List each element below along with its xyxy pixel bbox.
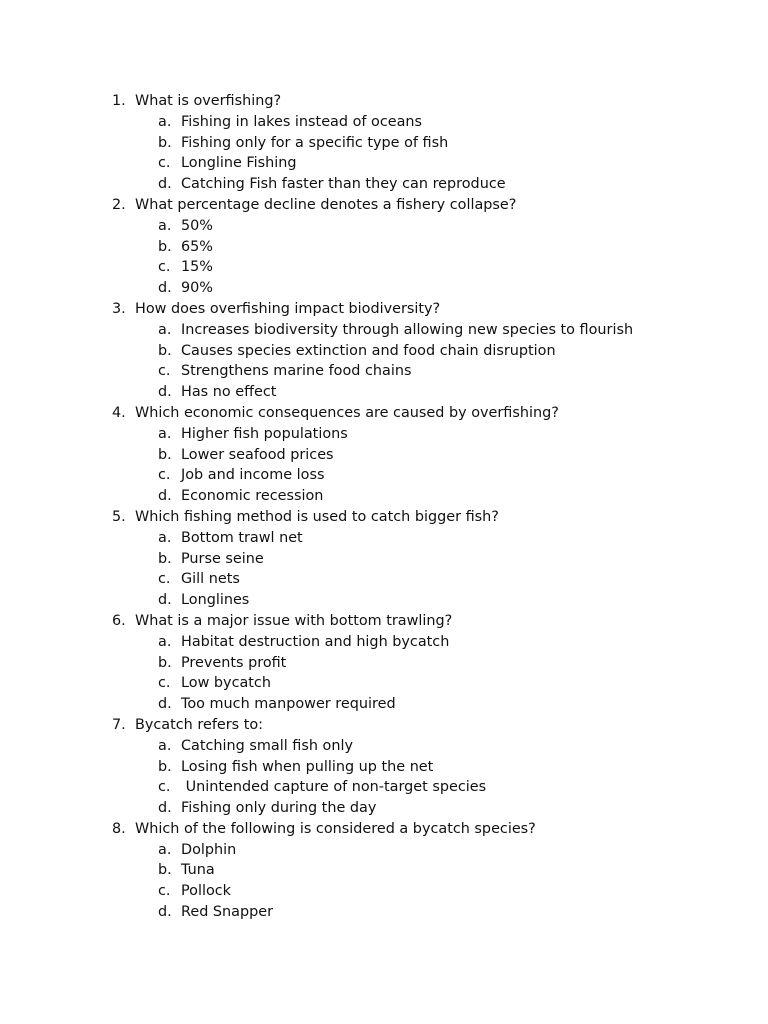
question-1-option-a <box>0 112 768 133</box>
quiz-question-list <box>0 91 768 923</box>
question-2 <box>0 195 768 216</box>
question-1-option-c <box>0 153 768 174</box>
option-letter: c. <box>158 363 171 380</box>
option-text: Increases biodiversity through allowing new species to flourish <box>181 321 634 338</box>
option-letter: d. <box>158 488 172 505</box>
question-3-option-a <box>0 320 768 341</box>
option-text: 65% <box>181 238 213 255</box>
option-text: Causes species extinction and food chain disruption <box>181 342 556 359</box>
question-text: What is overfishing? <box>135 93 282 109</box>
option-text: Fishing only during the day <box>181 800 377 817</box>
option-letter: a. <box>158 633 172 650</box>
question-text: How does overfishing impact biodiversity? <box>135 300 441 317</box>
question-5-option-b <box>0 549 768 570</box>
option-letter: d. <box>158 904 172 921</box>
question-number: 7. <box>112 716 126 733</box>
option-text: Job and income loss <box>181 467 325 484</box>
question-8 <box>0 819 768 840</box>
question-8-option-d <box>0 902 768 923</box>
option-letter: b. <box>158 654 172 671</box>
option-letter: c. <box>158 155 171 172</box>
option-text: Tuna <box>181 862 215 879</box>
option-text: Red Snapper <box>181 904 274 921</box>
question-6 <box>0 611 768 632</box>
question-text: Which of the following is considered a bycatch species? <box>135 820 536 837</box>
option-text: Habitat destruction and high bycatch <box>181 633 450 650</box>
option-text: Has no effect <box>181 384 277 401</box>
question-1-option-d <box>0 174 768 195</box>
question-text: Which fishing method is used to catch bigger fish? <box>135 508 499 525</box>
option-letter: c. <box>158 571 171 588</box>
option-text: Catching small fish only <box>181 737 353 754</box>
option-letter: b. <box>158 758 172 775</box>
option-text: Fishing in lakes instead of oceans <box>181 113 423 130</box>
question-6-option-a <box>0 632 768 653</box>
option-letter: d. <box>158 696 172 713</box>
question-2-option-c <box>0 257 768 278</box>
question-4-option-b <box>0 445 768 466</box>
question-number: 5. <box>112 508 126 525</box>
question-2-option-d <box>0 278 768 299</box>
question-7-option-b <box>0 757 768 778</box>
option-text: Catching Fish faster than they can reproduce <box>181 176 506 193</box>
option-letter: a. <box>158 841 172 858</box>
question-5-option-a <box>0 528 768 549</box>
question-3-option-b <box>0 341 768 362</box>
option-text: Dolphin <box>181 841 237 858</box>
option-text: Economic recession <box>181 488 324 505</box>
question-number: 4. <box>112 404 126 421</box>
question-4-option-d <box>0 486 768 507</box>
question-text: Which economic consequences are caused by overfishing? <box>135 404 559 421</box>
question-4-option-a <box>0 424 768 445</box>
option-letter: a. <box>158 217 172 234</box>
question-3 <box>0 299 768 320</box>
question-text: What is a major issue with bottom trawling? <box>135 612 453 629</box>
question-6-option-c <box>0 673 768 694</box>
question-4 <box>0 403 768 424</box>
option-text: Lower seafood prices <box>181 446 334 463</box>
option-text: Fishing only for a specific type of fish <box>181 134 449 151</box>
question-4-option-c <box>0 465 768 486</box>
option-text: Strengthens marine food chains <box>181 363 412 380</box>
option-text: Unintended capture of non-target species <box>181 779 487 796</box>
option-text: Bottom trawl net <box>181 529 303 546</box>
question-6-option-d <box>0 694 768 715</box>
option-letter: d. <box>158 176 172 193</box>
option-text: 50% <box>181 217 213 234</box>
question-8-option-a <box>0 840 768 861</box>
question-5-option-c <box>0 569 768 590</box>
question-5 <box>0 507 768 528</box>
question-number: 6. <box>112 612 126 629</box>
option-letter: b. <box>158 134 172 151</box>
question-1 <box>0 91 768 112</box>
option-letter: b. <box>158 238 172 255</box>
option-text: Higher fish populations <box>181 425 348 442</box>
question-number: 3. <box>112 300 126 317</box>
option-text: Prevents profit <box>181 654 287 671</box>
question-7-option-c <box>0 777 768 798</box>
option-text: Low bycatch <box>181 675 271 692</box>
question-number: 2. <box>112 196 126 213</box>
option-text: Pollock <box>181 883 232 900</box>
option-letter: d. <box>158 592 172 609</box>
question-2-option-b <box>0 237 768 258</box>
option-letter: b. <box>158 862 172 879</box>
option-text: Longlines <box>181 592 250 609</box>
option-letter: a. <box>158 113 172 130</box>
option-text: Longline Fishing <box>181 155 297 172</box>
question-6-option-b <box>0 653 768 674</box>
option-letter: d. <box>158 800 172 817</box>
option-letter: b. <box>158 446 172 463</box>
option-letter: c. <box>158 779 171 796</box>
option-letter: c. <box>158 259 171 276</box>
option-text: 15% <box>181 259 213 276</box>
question-2-option-a <box>0 216 768 237</box>
question-7 <box>0 715 768 736</box>
option-letter: a. <box>158 425 172 442</box>
option-letter: a. <box>158 529 172 546</box>
question-3-option-c <box>0 361 768 382</box>
question-7-option-a <box>0 736 768 757</box>
question-text: Bycatch refers to: <box>135 716 264 733</box>
question-number: 1. <box>112 93 126 109</box>
option-letter: a. <box>158 737 172 754</box>
question-number: 8. <box>112 820 126 837</box>
question-5-option-d <box>0 590 768 611</box>
option-letter: c. <box>158 883 171 900</box>
question-3-option-d <box>0 382 768 403</box>
option-text: Gill nets <box>181 571 240 588</box>
option-letter: c. <box>158 675 171 692</box>
option-letter: a. <box>158 321 172 338</box>
option-letter: d. <box>158 280 172 297</box>
option-letter: c. <box>158 467 171 484</box>
option-text: 90% <box>181 280 213 297</box>
option-letter: d. <box>158 384 172 401</box>
option-text: Too much manpower required <box>181 696 396 713</box>
question-8-option-b <box>0 860 768 881</box>
option-text: Purse seine <box>181 550 264 567</box>
option-letter: b. <box>158 550 172 567</box>
option-text: Losing fish when pulling up the net <box>181 758 434 775</box>
question-8-option-c <box>0 881 768 902</box>
question-text: What percentage decline denotes a fishery collapse? <box>135 196 517 213</box>
question-1-option-b <box>0 133 768 154</box>
question-7-option-d <box>0 798 768 819</box>
option-letter: b. <box>158 342 172 359</box>
